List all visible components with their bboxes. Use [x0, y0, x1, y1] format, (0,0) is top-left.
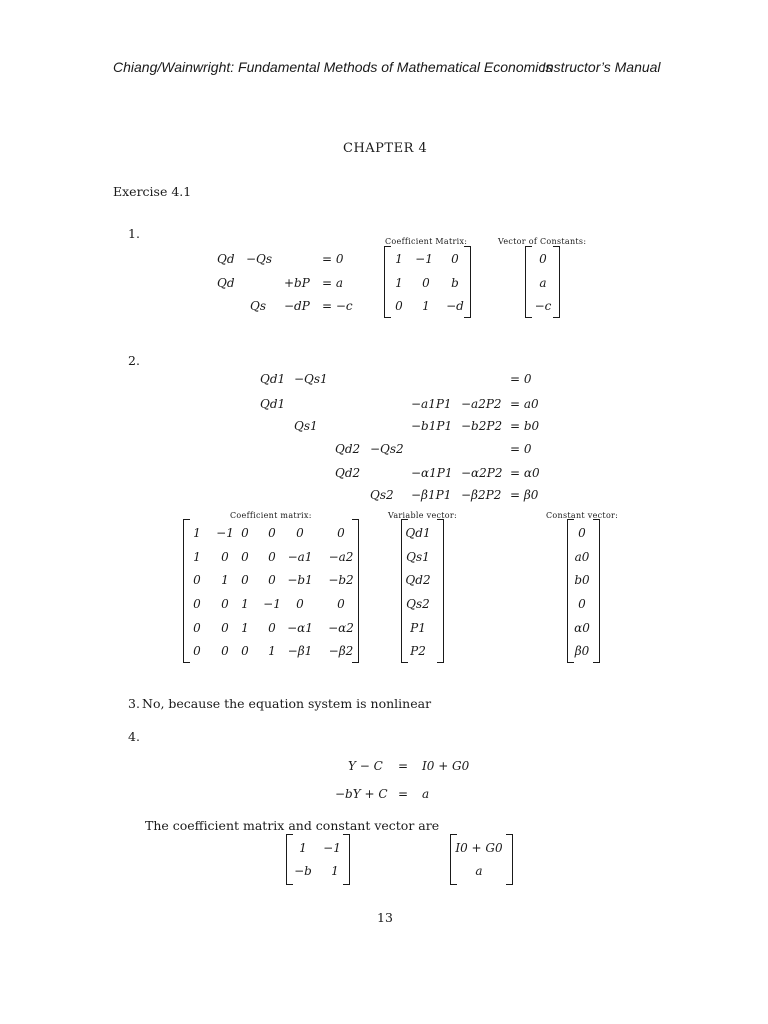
q2-term: Qs2 [370, 488, 394, 502]
q2-term: −Qs2 [370, 442, 404, 456]
page-number: 13 [377, 910, 393, 925]
matrix-cell: 0 [337, 526, 345, 540]
q2-term: Qd2 [335, 466, 361, 480]
bracket-left [401, 519, 408, 663]
q1-eq3-rhs: = −c [322, 299, 353, 313]
vector-cell: β0 [574, 644, 590, 658]
matrix-cell: 0 [296, 526, 304, 540]
matrix-cell: −1 [216, 526, 234, 540]
q2-const-label: Constant vector: [546, 511, 619, 520]
bracket-right [593, 519, 600, 663]
q2-term: −Qs1 [294, 372, 328, 386]
q2-var-label: Variable vector: [388, 511, 458, 520]
matrix-cell: 1 [331, 864, 339, 878]
matrix-cell: 0 [221, 621, 229, 635]
q2-term: = a0 [510, 397, 539, 411]
q2-term: = α0 [510, 466, 540, 480]
q2-term: = 0 [510, 442, 532, 456]
q2-term: Qd1 [260, 397, 286, 411]
q1-eq2-qd: Qd [217, 276, 235, 290]
q4-eq2-lhs: −bY + C [335, 787, 388, 801]
matrix-cell: −1 [323, 841, 341, 855]
matrix-cell: 0 [268, 526, 276, 540]
q4-eq1-rhs: I0 + G0 [422, 759, 470, 773]
matrix-cell: −a2 [328, 550, 354, 564]
matrix-cell: 0 [268, 621, 276, 635]
matrix-cell: 0 [193, 644, 201, 658]
q4-eq2-rhs: a [422, 787, 430, 801]
header-manual-label: Instructor’s Manual [542, 59, 661, 75]
matrix-cell: 0 [268, 550, 276, 564]
matrix-cell: −α1 [287, 621, 313, 635]
matrix-cell: −b1 [287, 573, 313, 587]
matrix-cell: 0 [241, 526, 249, 540]
q2-term: Qs1 [294, 419, 318, 433]
q4-eq1-sign: = [398, 759, 409, 773]
bracket-left [183, 519, 190, 663]
q2-number: 2. [128, 353, 140, 368]
matrix-cell: 0 [395, 299, 403, 313]
q1-eq2-rhs: = a [322, 276, 344, 290]
q4-eq2-sign: = [398, 787, 409, 801]
bracket-left [567, 519, 574, 663]
q4-number: 4. [128, 729, 140, 744]
matrix-cell: 0 [241, 550, 249, 564]
q3-answer: No, because the equation system is nonlinear [142, 696, 432, 711]
matrix-cell: 1 [422, 299, 430, 313]
q4-eq1-lhs: Y − C [348, 759, 383, 773]
matrix-cell: 0 [296, 597, 304, 611]
matrix-cell: 0 [193, 597, 201, 611]
q1-eq1-qs: −Qs [246, 252, 273, 266]
matrix-cell: 0 [241, 573, 249, 587]
matrix-cell: b [451, 276, 459, 290]
vector-cell: 0 [578, 526, 586, 540]
matrix-cell: 0 [268, 573, 276, 587]
q1-eq1-rhs: = 0 [322, 252, 344, 266]
matrix-cell: 0 [241, 644, 249, 658]
q1-const-label: Vector of Constants: [498, 237, 587, 246]
q2-term: −b1P1 [411, 419, 453, 433]
matrix-cell: −b [294, 864, 312, 878]
vector-cell: 0 [578, 597, 586, 611]
q2-term: −b2P2 [461, 419, 503, 433]
vector-cell: 0 [539, 252, 547, 266]
vector-cell: P2 [410, 644, 426, 658]
matrix-cell: 0 [221, 597, 229, 611]
q2-term: −β2P2 [461, 488, 502, 502]
q1-coef-label: Coefficient Matrix: [385, 237, 468, 246]
vector-cell: a [539, 276, 547, 290]
vector-cell: Qs1 [406, 550, 430, 564]
matrix-cell: 0 [422, 276, 430, 290]
vector-cell: a [475, 864, 483, 878]
q1-eq1-qd: Qd [217, 252, 235, 266]
q2-term: = b0 [510, 419, 540, 433]
q2-coef-label: Coefficient matrix: [230, 511, 312, 520]
q2-term: −a1P1 [411, 397, 452, 411]
q1-eq3-p: −dP [284, 299, 310, 313]
vector-cell: a0 [574, 550, 590, 564]
q1-eq2-p: +bP [284, 276, 310, 290]
matrix-cell: 1 [268, 644, 276, 658]
vector-cell: α0 [574, 621, 590, 635]
matrix-cell: 1 [241, 597, 249, 611]
vector-cell: Qd1 [405, 526, 431, 540]
matrix-cell: 1 [395, 252, 403, 266]
vector-cell: I0 + G0 [455, 841, 503, 855]
matrix-cell: 1 [193, 526, 201, 540]
matrix-cell: 1 [221, 573, 229, 587]
exercise-title: Exercise 4.1 [113, 184, 192, 199]
matrix-cell: −β2 [328, 644, 354, 658]
matrix-cell: 0 [193, 621, 201, 635]
vector-cell: Qd2 [405, 573, 431, 587]
matrix-cell: −β1 [287, 644, 313, 658]
matrix-cell: 0 [451, 252, 459, 266]
bracket-right [352, 519, 359, 663]
matrix-cell: 1 [299, 841, 307, 855]
matrix-cell: −1 [415, 252, 433, 266]
vector-cell: P1 [410, 621, 426, 635]
q2-term: −α2P2 [461, 466, 503, 480]
q4-sentence: The coefficient matrix and constant vector are [145, 818, 440, 833]
q2-term: = β0 [510, 488, 539, 502]
q2-term: Qd2 [335, 442, 361, 456]
q3-number: 3. [128, 696, 140, 711]
vector-cell: b0 [574, 573, 590, 587]
vector-cell: −c [534, 299, 552, 313]
vector-cell: Qs2 [406, 597, 430, 611]
header-book-title: Chiang/Wainwright: Fundamental Methods of Mathematical Economics [113, 59, 553, 75]
q2-term: −β1P1 [411, 488, 452, 502]
q1-number: 1. [128, 226, 140, 241]
matrix-cell: −a1 [287, 550, 313, 564]
q2-term: −α1P1 [411, 466, 453, 480]
chapter-title: CHAPTER 4 [343, 141, 428, 156]
q2-term: −a2P2 [461, 397, 502, 411]
q1-eq3-qs: Qs [250, 299, 266, 313]
matrix-cell: 0 [193, 573, 201, 587]
q2-term: Qd1 [260, 372, 286, 386]
matrix-cell: 1 [193, 550, 201, 564]
bracket-right [437, 519, 444, 663]
matrix-cell: −α2 [328, 621, 354, 635]
matrix-cell: 0 [221, 550, 229, 564]
matrix-cell: −b2 [328, 573, 354, 587]
q2-term: = 0 [510, 372, 532, 386]
matrix-cell: 0 [221, 644, 229, 658]
matrix-cell: 0 [337, 597, 345, 611]
matrix-cell: 1 [241, 621, 249, 635]
matrix-cell: −1 [263, 597, 281, 611]
matrix-cell: −d [446, 299, 464, 313]
matrix-cell: 1 [395, 276, 403, 290]
